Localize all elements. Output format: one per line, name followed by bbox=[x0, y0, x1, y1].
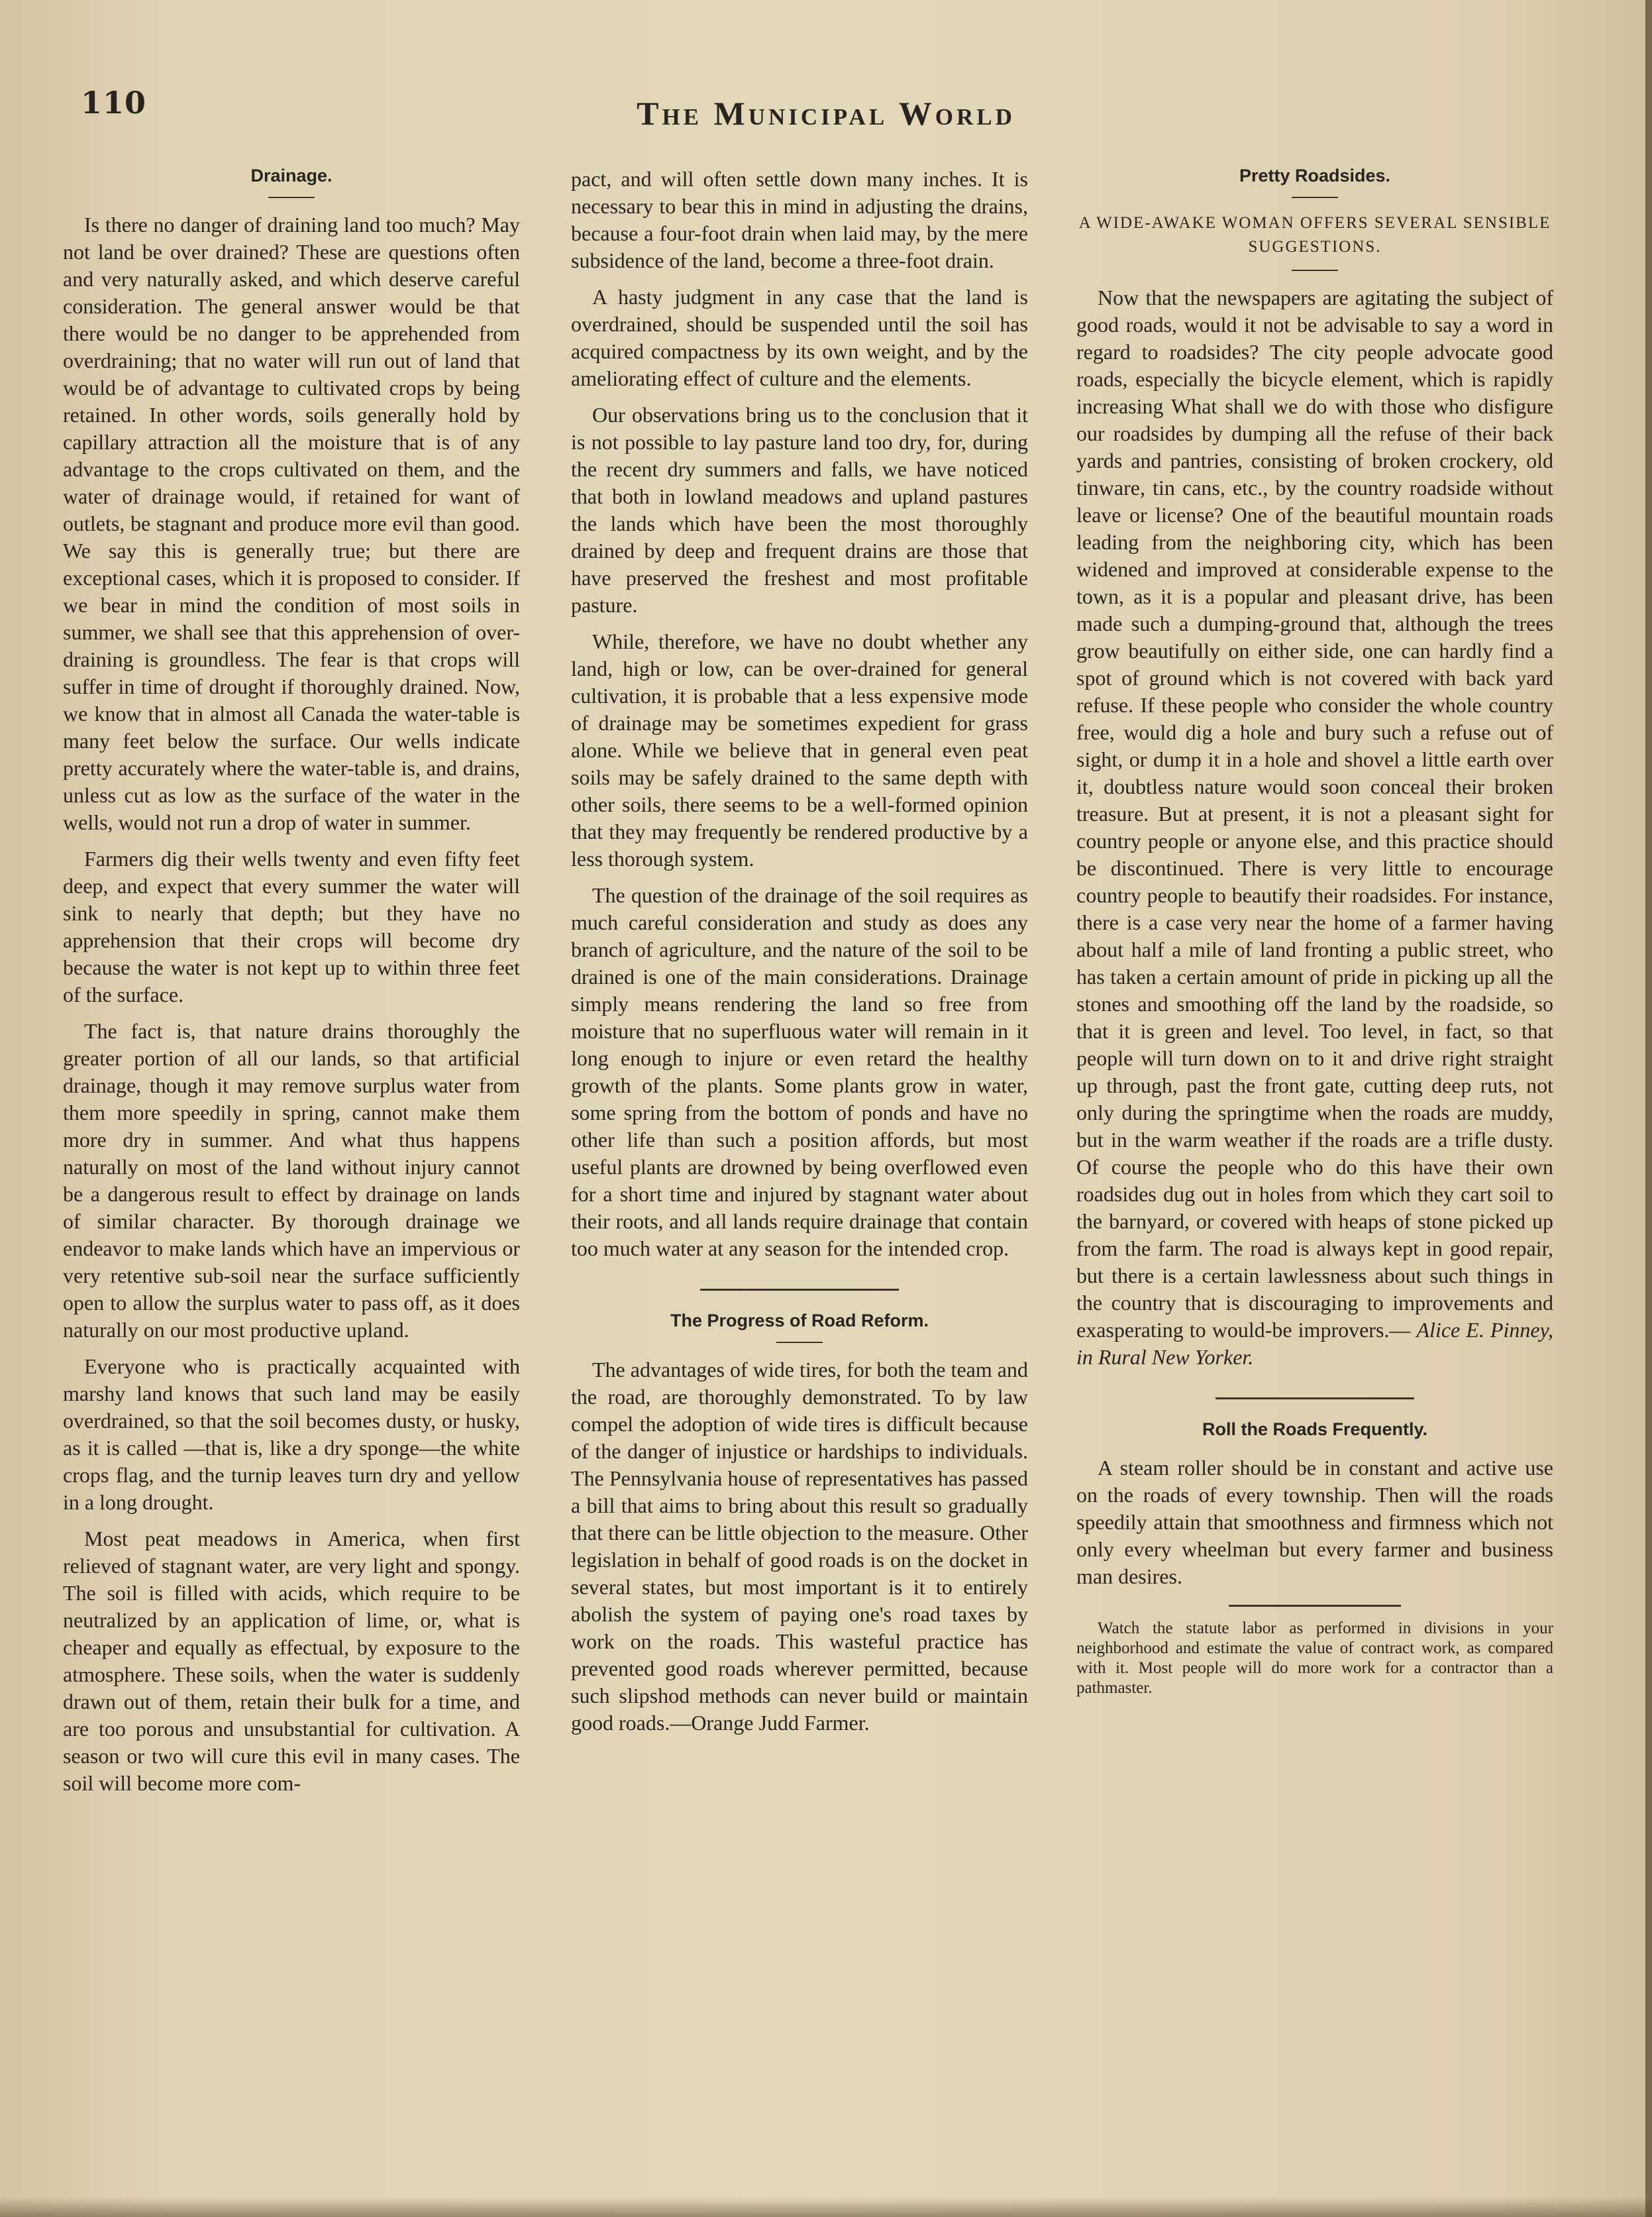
article-paragraph: Farmers dig their wells twenty and even fifty feet deep, and expect that every summer the water will sink to nearly that depth; but they have no apprehension that their crops will become dry because the water is not kept up to within three feet of the surface. bbox=[63, 847, 520, 1006]
article-paragraph: While, therefore, we have no doubt whether any land, high or low, can be over-drained for general cultivation, it is probable that a less expensive mode of drainage may be sometimes expedient for grass alone. While we believe that in general even peat soils may be safely drained to the same depth with other soils, there seems to be a well-formed opinion that they may frequently be rendered productive by a less thorough system. bbox=[571, 629, 1028, 871]
article-subhead: A WIDE-AWAKE WOMAN OFFERS SEVERAL SENSIBLE SUGGESTIONS. bbox=[1078, 214, 1551, 256]
divider bbox=[268, 197, 315, 198]
article-headline-roll-roads: Roll the Roads Frequently. bbox=[1202, 1419, 1428, 1439]
article-paragraph: The fact is, that nature drains thoroughly the greater portion of all our lands, so that artificial drainage, though it may remove surplus water from them more speedily in spring, cannot make them more dry in summer. And what thus happens naturally on most of the land without injury cannot be a dangerous result to effect by drainage on lands of similar character. By thorough drainage we endeavor to make lands which have an impervious or very retentive sub-soil near the surface sufficiently open to allow the surplus water to pass off, as it does naturally on our most productive upland. bbox=[63, 1019, 520, 1342]
section-rule bbox=[700, 1289, 899, 1291]
section-rule bbox=[1229, 1605, 1401, 1607]
divider bbox=[1292, 197, 1338, 198]
article-paragraph: The advantages of wide tires, for both the team and the road, are thoroughly demonstrated. To by law compel the adoption of wide tires is difficult because of the danger of injustice or hardships to individuals. The Pennsylvania house of representatives has passed a bill that aims to bring about this result so gradually that there can be little objection to the measure. Other legislation in behalf of good roads is on the docket in several states, but most important is it to entirely abolish the system of paying one's road taxes by work on the roads. This wasteful practice has prevented good roads wherever permitted, because such slipshod methods can never build or maintain good roads.—Orange Judd Farmer. bbox=[571, 1358, 1028, 1735]
article-paragraph bbox=[1076, 284, 1553, 1371]
divider bbox=[776, 1342, 823, 1343]
article-headline-pretty-roadsides: Pretty Roadsides. bbox=[1239, 166, 1391, 186]
article-paragraph: pact, and will often settle down many inches. It is necessary to bear this in mind in adjusting the drains, because a four-foot drain when laid may, by the mere subsidence of the land, become a three-foot drain. bbox=[571, 167, 1028, 272]
article-paragraph: Most peat meadows in America, when first relieved of stagnant water, are very light and spongy. The soil is filled with acids, which require to be neutralized by an application of lime, or, what is cheaper and equally as effectual, by exposure to the atmosphere. These soils, when the water is suddenly drawn out of them, retain their bulk for a time, and are too porous and unsubstantial for cultivation. A season or two will cure this evil in many cases. The soil will become more com- bbox=[63, 1527, 520, 1795]
section-rule bbox=[1215, 1397, 1414, 1399]
article-byline: Alice E. Pinney, in Rural New Yorker. bbox=[1076, 1318, 1554, 1369]
article-headline-road-reform: The Progress of Road Reform. bbox=[670, 1311, 929, 1330]
article-paragraph: A hasty judgment in any case that the land is overdrained, should be suspended until the soil has acquired compactness by its own weight, and by the ameliorating effect of culture and the elements. bbox=[571, 285, 1028, 390]
article-paragraph: The question of the drainage of the soil requires as much careful consideration and study as does any branch of agriculture, and the nature of the soil to be drained is one of the main considerations. Drainage simply means rendering the land so free from moisture that no superfluous water will remain in it long enough to injure or even retard the healthy growth of the plants. Some plants grow in water, some spring from the bottom of ponds and have no other life than such a position affords, but most useful plants are drowned by being overflowed even for a short time and injured by stagnant water about their roots, and all lands require drainage that contain too much water at any season for the intended crop. bbox=[571, 883, 1028, 1260]
article-paragraph: Everyone who is practically acquainted with marshy land knows that such land may be easily overdrained, so that the soil becomes dusty, or husky, as it is called —that is, like a dry sponge—the white crops flag, and the turnip leaves turn dry and yellow in a long drought. bbox=[63, 1354, 520, 1514]
column-2 bbox=[571, 166, 1028, 1746]
article-headline-drainage: Drainage. bbox=[250, 166, 333, 186]
column-3 bbox=[1076, 166, 1553, 1707]
divider bbox=[1292, 270, 1338, 271]
page-edge bbox=[1645, 0, 1652, 2217]
masthead: The Municipal World bbox=[637, 95, 1015, 132]
article-paragraph: Is there no danger of draining land too much? May not land be over drained? These are questions often and very naturally asked, and which deserve careful consideration. The general answer would be that there would be no danger to be apprehended from overdraining; that no water will run out of land that would be of advantage to cultivated crops by being retained. In other words, soils generally hold by capillary attraction all the moisture that is of any advantage to the crops cultivated on them, and the water of drainage would, if retained for want of outlets, be stagnant and produce more evil than good. We say this is generally true; but there are exceptional cases, which it is proposed to consider. If we bear in mind the condition of most soils in summer, we shall see that this apprehension of over-draining is groundless. The fear is that crops will suffer in time of drought if thoroughly drained. Now, we know that in almost all Canada the water-table is many feet below the surface. Our wells indicate pretty accurately where the water-table is, and drains, unless cut as low as the surface of the water in the wells, would not run a drop of water in summer. bbox=[63, 213, 520, 834]
page-number: 110 bbox=[81, 85, 147, 121]
article-paragraph: A steam roller should be in constant and active use on the roads of every township. Then will the roads speedily attain that smoothness and firmness which not only every wheelman but every farmer and business man desires. bbox=[1076, 1456, 1553, 1588]
column-1 bbox=[63, 166, 520, 1806]
page-bottom-shadow bbox=[0, 2197, 1652, 2217]
article-paragraph: Our observations bring us to the conclusion that it is not possible to lay pasture land too dry, for, during the recent dry summers and falls, we have noticed that both in lowland meadows and upland pastures the lands which have been the most thoroughly drained by deep and frequent drains are those that have preserved the freshest and most profitable pasture. bbox=[571, 403, 1028, 617]
footnote: Watch the statute labor as performed in divisions in your neighborhood and estimate the value of contract work, as compared with it. Most people will do more work for a contractor than a pathmaster. bbox=[1076, 1619, 1553, 1697]
article-body: Now that the newspapers are agitating the subject of good roads, would it not be advisable to say a word in regard to roadsides? The city people advocate good roads, especially the bicycle element, which is rapidly increasing What shall we do with those who disfigure our roadsides by dumping all the refuse of their back yards and pantries, consisting of broken crockery, old tinware, tin cans, etc., by the country roadside without leave or license? One of the beautiful mountain roads leading from the neighboring city, which has been widened and improved at considerable expense to the town, as it is a popular and pleasant drive, has been made such a dumping-ground that, although the trees grow beautifully on either side, one can hardly find a spot of ground which is not covered with back yard refuse. If these people who consider the whole country free, would dig a hole and bury such a refuse out of sight, or dump it in a hole and shovel a little earth over it, doubtless nature would soon conceal their broken treasure. But at present, it is not a pleasant sight for country people or anyone else, and this practice should be discontinued. There is very little to encourage country people to beautify their roadsides. For instance, there is a case very near the home of a farmer having about half a mile of land fronting a public street, who has taken a certain amount of pride in picking up all the stones and smoothing off the land by the roadside, so that it is green and level. Too level, in fact, so that people will turn down on to it and drive right straight up through, past the front gate, cutting deep ruts, not only during the springtime when the roads are muddy, but in the warm weather if the roads are a trifle dusty. Of course the people who do this have their own roadsides dug out in holes from which they cart soil to the barnyard, or covered with heaps of stone picked up from the farm. The road is always kept in good repair, but there is a certain lawlessness about such things in the country that is discouraging to improvements and exasperating to would-be improvers.— bbox=[1076, 286, 1553, 1342]
